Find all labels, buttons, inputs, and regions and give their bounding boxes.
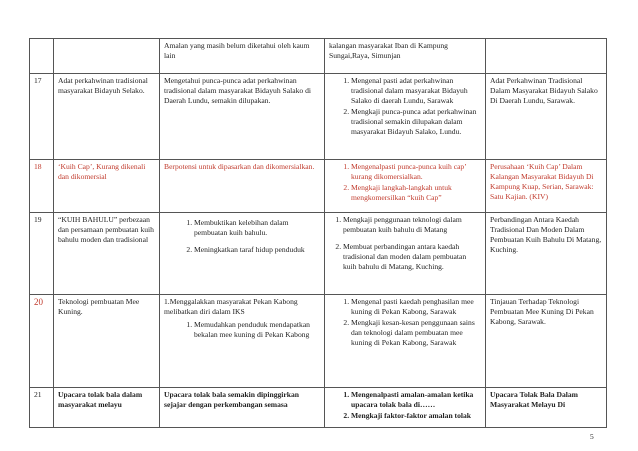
row-number: 17 — [30, 74, 54, 160]
table-row — [30, 74, 607, 160]
objective-text: 1.Menggalakkan masyarakat Pekan Kabong melibatkan diri dalam IKS — [164, 297, 298, 317]
row-objective: Mengetahui punca-punca adat perkahwinan tradisional dalam masyarakat Bidayuh Salako di Daerah Lundu, semakin dilupakan. — [160, 74, 325, 160]
row-title: “KUIH BAHULU” perbezaan dan persamaan pembuatan kuih bahulu moden dan tradisional — [54, 213, 160, 295]
list-item: 1. Mengenalpasti punca-punca kuih cap’ kurang dikomersialkan. — [351, 162, 481, 182]
research-topics-table — [29, 38, 607, 428]
list-item: 1. Mengenal pasti adat perkahwinan tradisional dalam masyarakat Bidayuh Salako di daerah Lundu, Sarawak — [351, 76, 481, 106]
row-objective: Amalan yang masih belum diketahui oleh kaum lain — [160, 39, 325, 74]
row-methods — [325, 160, 486, 213]
row-reference: Upacara Tolak Bala Dalam Masyarakat Melayu Di — [486, 388, 607, 428]
row-title: ‘Kuih Cap’, Kurang dikenali dan dikomersial — [54, 160, 160, 213]
table-row — [30, 388, 607, 428]
list-item: 1. Membuktikan kelebihan dalam pembuatan kuih bahulu. — [194, 218, 320, 238]
row-methods — [325, 388, 486, 428]
row-number: 18 — [30, 160, 54, 213]
list-item: 2. Mengkaji faktor-faktor amalan tolak — [351, 411, 481, 421]
table-row — [30, 213, 607, 295]
row-reference — [486, 39, 607, 74]
row-reference: Tinjauan Terhadap Teknologi Pembuatan Mee Kuning Di Pekan Kabong, Sarawak. — [486, 295, 607, 388]
list-item: 1. Memudahkan penduduk mendapatkan bekalan mee kuning di Pekan Kabong — [194, 320, 320, 340]
list-item: 1. Mengkaji penggunaan teknologi dalam pembuatan kuih bahulu di Matang — [343, 215, 481, 235]
row-number: 20 — [30, 295, 54, 388]
page-number: 5 — [590, 432, 594, 441]
list-item: 2. Mengkaji langkah-langkah untuk mengkomersilkan “kuih Cap” — [351, 183, 481, 203]
row-title — [54, 39, 160, 74]
row-title: Teknologi pembuatan Mee Kuning. — [54, 295, 160, 388]
row-reference: Perusahaan ‘Kuih Cap’ Dalam Kalangan Masyarakat Bidayuh Di Kampung Kuap, Serian, Sarawak: Satu Kajian. (KIV) — [486, 160, 607, 213]
row-methods — [325, 213, 486, 295]
list-item: 2. Mengkaji kesan-kesan penggunaan sains dan teknologi dalam pembuatan mee kuning di Pekan Kabong, Sarawak — [351, 318, 481, 348]
row-objective — [160, 295, 325, 388]
table-row — [30, 39, 607, 74]
row-methods: kalangan masyarakat Iban di Kampung Sungai,Raya, Simunjan — [325, 39, 486, 74]
table-row — [30, 295, 607, 388]
row-number — [30, 39, 54, 74]
row-reference: Perbandingan Antara Kaedah Tradisional Dan Moden Dalam Pembuatan Kuih Bahulu Di Matang, Kuching. — [486, 213, 607, 295]
list-item: 1. Mengenal pasti kaedah penghasilan mee kuning di Pekan Kabong, Sarawak — [351, 297, 481, 317]
row-title: Adat perkahwinan tradisional masyarakat Bidayuh Selako. — [54, 74, 160, 160]
list-item: 1. Mengenalpasti amalan-amalan ketika upacara tolak bala di…… — [351, 390, 481, 410]
row-title: Upacara tolak bala dalam masyarakat melayu — [54, 388, 160, 428]
row-methods — [325, 74, 486, 160]
row-reference: Adat Perkahwinan Tradisional Dalam Masyarakat Bidayuh Salako Di Daerah Lundu, Sarawak. — [486, 74, 607, 160]
row-number: 19 — [30, 213, 54, 295]
list-item: 2. Membuat perbandingan antara kaedah tradisional dan moden dalam pembuatan kuih bahulu di Matang, Kuching. — [343, 242, 481, 272]
list-item: 2. Meningkatkan taraf hidup penduduk — [194, 245, 320, 255]
row-objective: Berpotensi untuk dipasarkan dan dikomersialkan. — [160, 160, 325, 213]
table-row — [30, 160, 607, 213]
row-objective: Upacara tolak bala semakin dipinggirkan sejajar dengan perkembangan semasa — [160, 388, 325, 428]
row-objective — [160, 213, 325, 295]
row-number: 21 — [30, 388, 54, 428]
row-methods — [325, 295, 486, 388]
list-item: 2. Mengkaji punca-punca adat perkahwinan tradisional semakin dilupakan dalam masyarakat Bidayuh Salako, Lundu. — [351, 107, 481, 137]
